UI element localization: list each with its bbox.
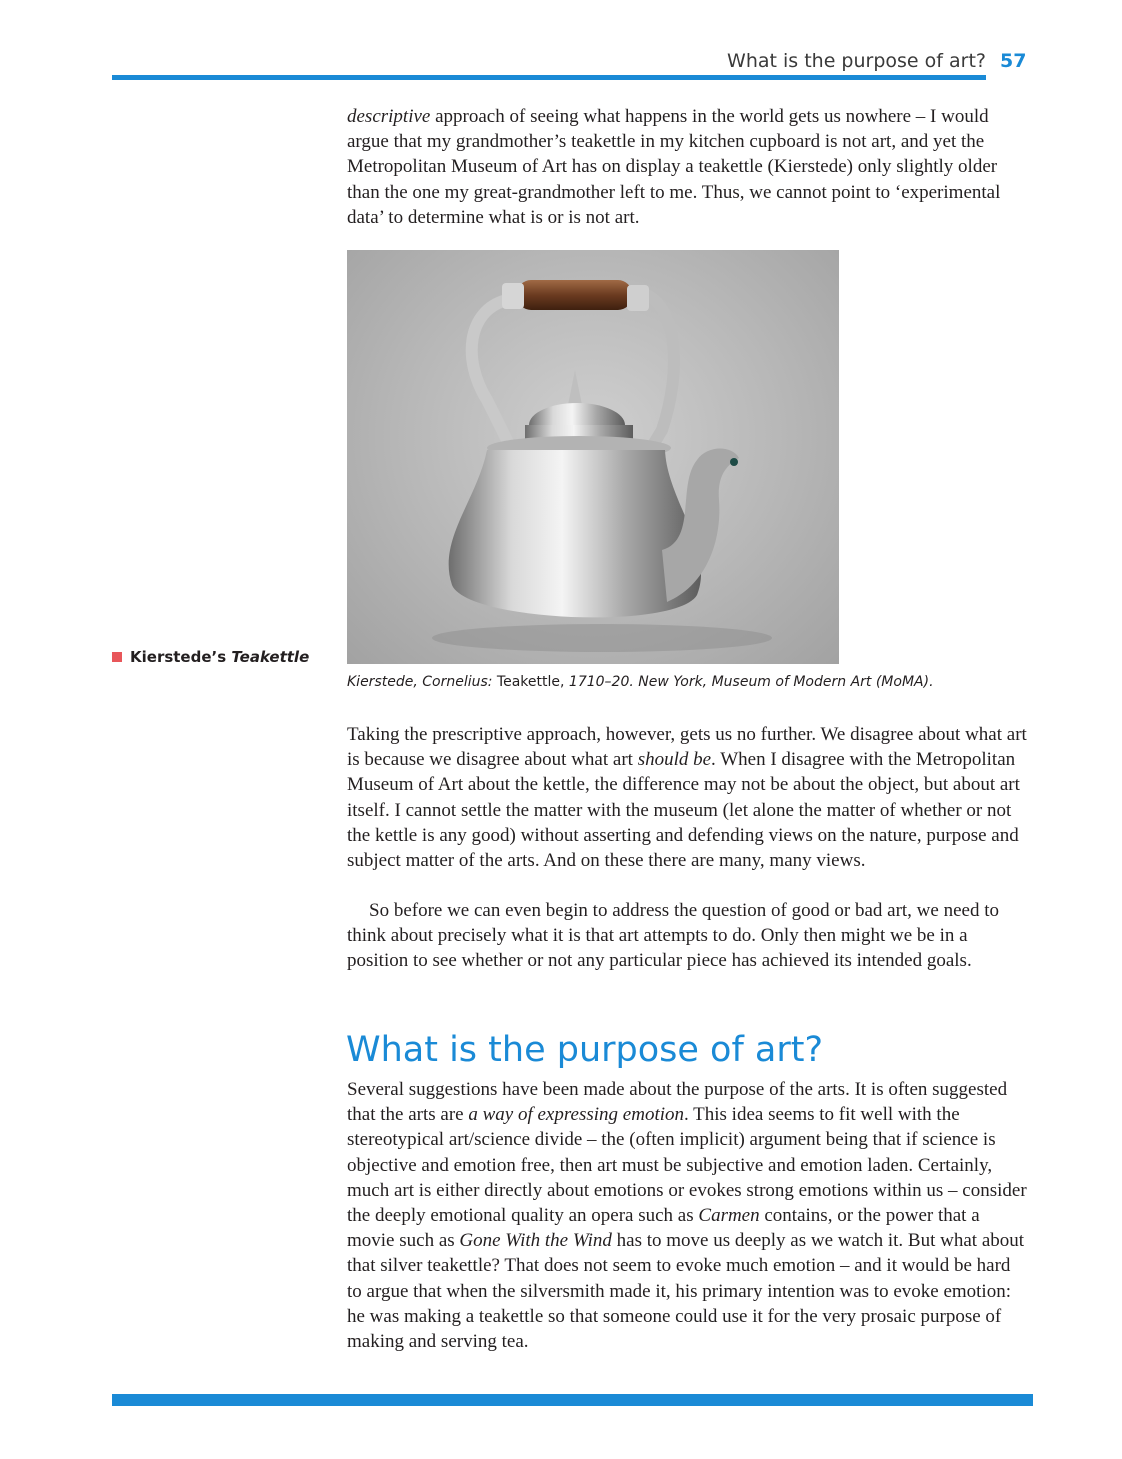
p2-part2: . When I disagree with the Metropolitan Museum of Art about the kettle, the difference may not be about the object, but about art itself. I cannot settle the matter with the museum (let alone the matter of whether or not the kettle is any good) without asserting and defending views on the nature, purpose and subject matter of the arts. And on these there are many, many views. xyxy=(347,749,1020,872)
s-italic1: a way of expressing emotion xyxy=(468,1104,684,1126)
footer-rule xyxy=(112,1394,1033,1406)
side-label-bold: Kierstede’s xyxy=(130,648,232,666)
s-part3: contains, or the power that a movie such as xyxy=(347,1205,980,1252)
s-part1: Several suggestions have been made about the purpose of the arts. It is often suggested that the arts are xyxy=(347,1079,1008,1126)
caption-title: Teakettle, xyxy=(492,674,569,690)
caption-artist: Kierstede, Cornelius: xyxy=(347,674,493,690)
header-rule xyxy=(112,75,986,80)
side-label-italic: Teakettle xyxy=(231,648,310,666)
teakettle-photo xyxy=(347,250,839,664)
intro-paragraph xyxy=(347,104,1027,230)
body-paragraph-3: So before we can even begin to address the question of good or bad art, we need to think about precisely what it is that art attempts to do. Only then might we be in a position to see whether or not any particular piece has achieved its intended goals. xyxy=(347,900,999,972)
s-italic2: Carmen xyxy=(698,1205,760,1227)
intro-italic: descriptive xyxy=(347,106,431,127)
section-paragraph xyxy=(347,1077,1027,1354)
s-part4: has to move us deeply as we watch it. But what about that silver teakettle? That does not seem to evoke much emotion – and it would be hard to argue that when the silversmith made it, his primary intention was to evoke emotion: he was making a teakettle so that someone could use it for the very prosaic purpose of making and serving tea. xyxy=(347,1230,1025,1353)
intro-text: approach of seeing what happens in the world gets us nowhere – I would argue that my grandmother’s teakettle in my kitchen cupboard is not art, and yet the Metropolitan Museum of Art has on display a teakettle (Kierstede) only slightly older than the one my great-grandmother left to me. Thus, we cannot point to ‘experimental data’ to determine what is or is not art. xyxy=(347,106,1001,228)
body-paragraph-2 xyxy=(347,722,1027,873)
section-heading: What is the purpose of art? xyxy=(346,1030,824,1070)
s-italic3: Gone With the Wind xyxy=(459,1230,612,1252)
s-part2: . This idea seems to fit well with the stereotypical art/science divide – the (often implicit) argument being that if science is objective and emotion free, then art must be subjective and emotion laden. Certainly, much art is either directly about emotions or evokes strong emotions within us – consider the deeply emotional quality an opera such as xyxy=(347,1104,1027,1227)
figure-caption xyxy=(347,674,1037,690)
label-marker xyxy=(112,652,122,662)
p2-italic: should be xyxy=(637,749,712,771)
page-number: 57 xyxy=(1000,50,1027,72)
figure-side-label xyxy=(112,648,309,666)
caption-details: 1710–20. New York, Museum of Modern Art (MoMA). xyxy=(568,674,934,690)
p2-part1: Taking the prescriptive approach, however, gets us no further. We disagree about what art is because we disagree about what art xyxy=(347,724,1027,771)
running-header-title: What is the purpose of art? xyxy=(727,50,986,72)
